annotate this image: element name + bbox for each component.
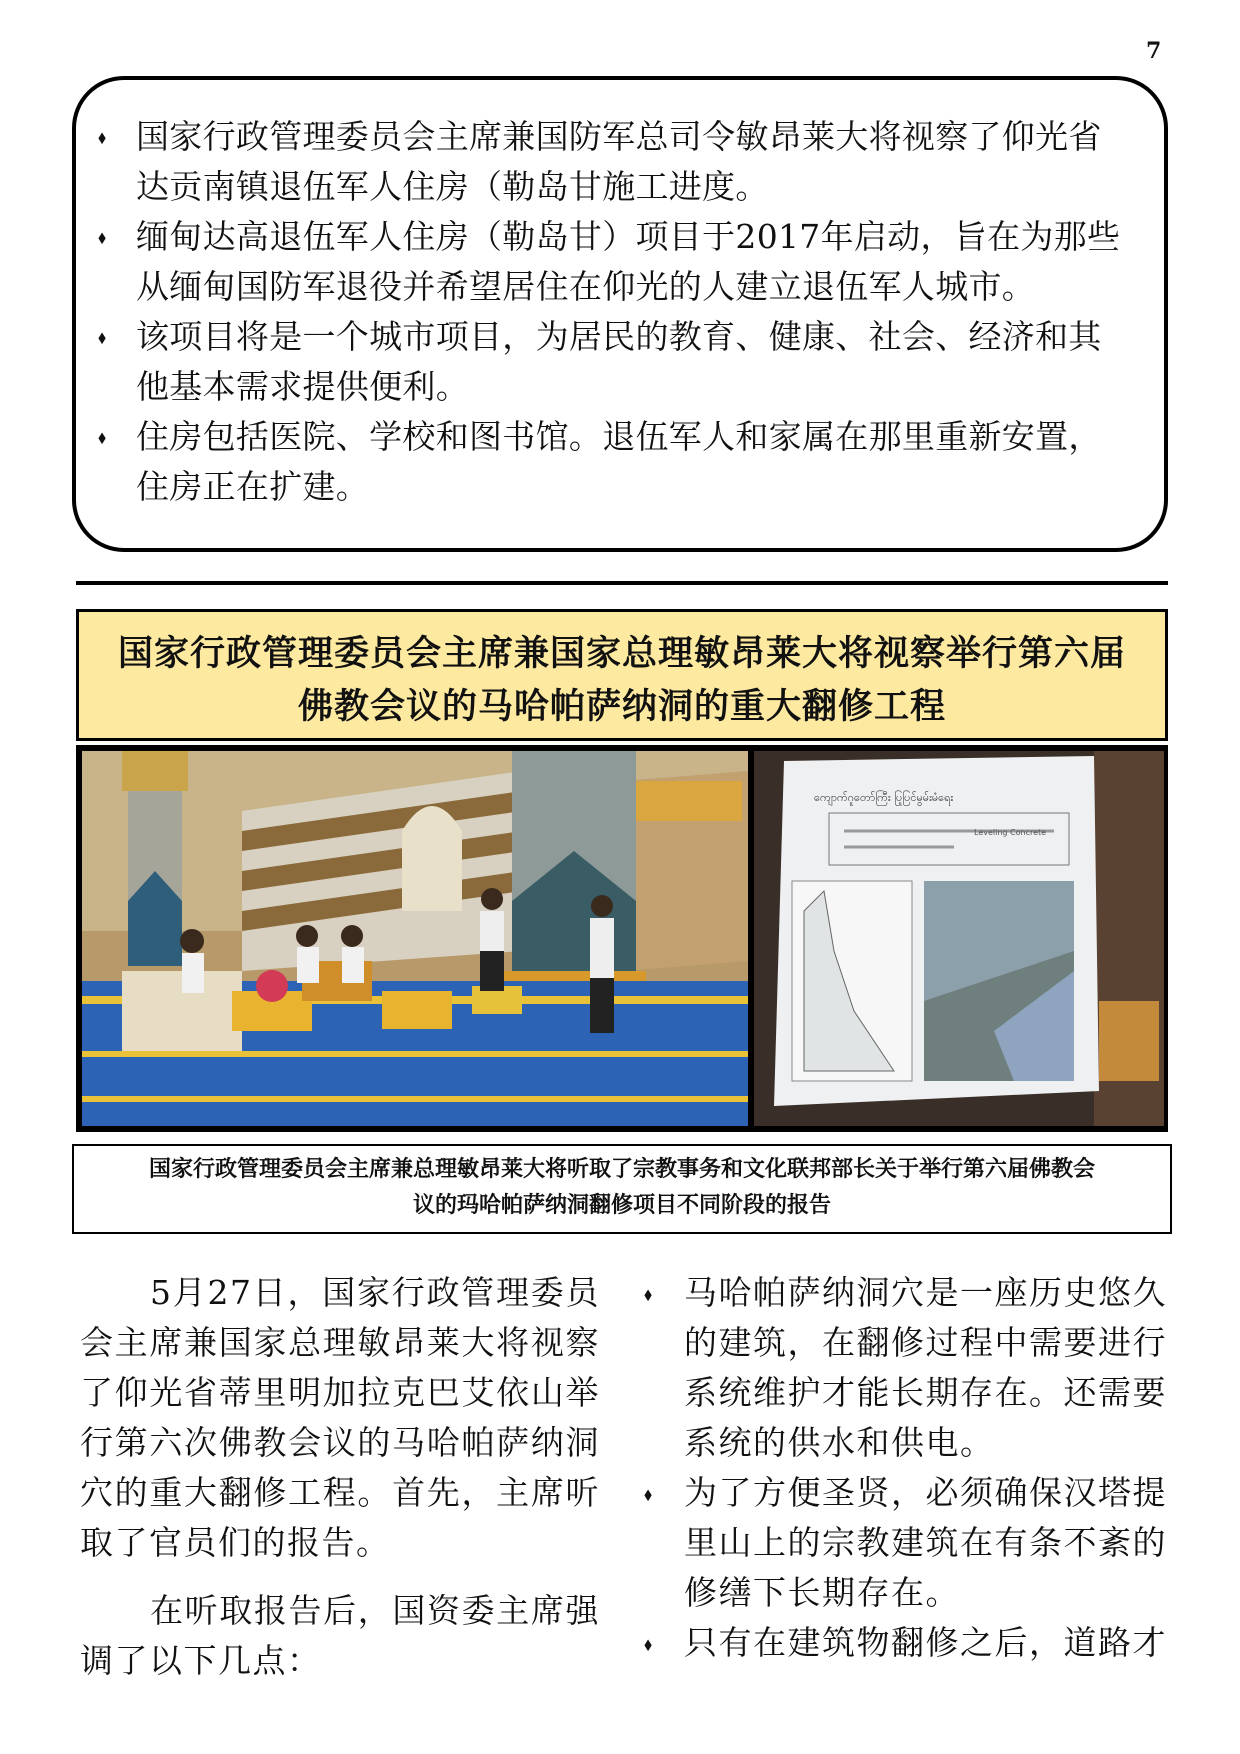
headline-line-2: 佛教会议的马哈帕萨纳洞的重大翻修工程: [297, 687, 946, 727]
bullet-icon: ⬧: [644, 1284, 654, 1305]
summary-text: 国家行政管理委员会主席兼国防军总司令敏昂莱大将视察了仰光省达贡南镇退伍军人住房（勒岛甘施工进度。: [136, 117, 1102, 206]
caption-line-1: 国家行政管理委员会主席兼总理敏昂莱大将听取了宗教事务和文化联邦部长关于举行第六届佛教会: [148, 1157, 1095, 1182]
body-paragraph: 在听取报告后，国资委主席强调了以下几点：: [80, 1591, 600, 1680]
summary-box: [72, 76, 1168, 552]
summary-text: 住房包括医院、学校和图书馆。退伍军人和家属在那里重新安置，住房正在扩建。: [136, 417, 1102, 506]
meeting-hall-photo: [82, 751, 748, 1126]
summary-item: [98, 412, 1124, 512]
point-text: 为了方便圣贤，必须确保汉塔提里山上的宗教建筑在有条不紊的修缮下长期存在。: [684, 1473, 1167, 1612]
page-number: 7: [1146, 38, 1162, 64]
summary-item: [98, 212, 1124, 312]
point-item: [644, 1268, 1172, 1468]
bullet-icon: ⬧: [98, 327, 107, 348]
projection-screen-photo: [754, 751, 1164, 1126]
bullet-icon: ⬧: [644, 1484, 654, 1505]
body-left-column: [80, 1268, 600, 1704]
caption-line-2: 议的玛哈帕萨纳洞翻修项目不同阶段的报告: [412, 1193, 831, 1218]
point-text: 马哈帕萨纳洞穴是一座历史悠久的建筑，在翻修过程中需要进行系统维护才能长期存在。还需要系统的供水和供电。: [684, 1273, 1167, 1462]
summary-item: [98, 312, 1124, 412]
points-list: [644, 1268, 1172, 1668]
bullet-icon: ⬧: [98, 427, 107, 448]
photo-caption: [72, 1144, 1172, 1234]
summary-item: [98, 112, 1124, 212]
bullet-icon: ⬧: [98, 227, 107, 248]
point-item: [644, 1468, 1172, 1618]
headline-line-1: 国家行政管理委员会主席兼国家总理敏昂莱大将视察举行第六届: [117, 634, 1126, 674]
bullet-icon: ⬧: [98, 127, 107, 148]
photo-strip: [76, 745, 1168, 1132]
summary-text: 该项目将是一个城市项目，为居民的教育、健康、社会、经济和其他基本需求提供便利。: [136, 317, 1102, 406]
body-right-column: [644, 1268, 1172, 1668]
summary-text: 缅甸达高退伍军人住房（勒岛甘）项目于2017年启动，旨在为那些从缅甸国防军退役并希望居住在仰光的人建立退伍军人城市。: [136, 217, 1121, 306]
point-item: [644, 1618, 1172, 1668]
body-paragraph: 5月27日，国家行政管理委员会主席兼国家总理敏昂莱大将视察了仰光省蒂里明加拉克巴艾依山举行第六次佛教会议的马哈帕萨纳洞穴的重大翻修工程。首先，主席听取了官员们的报告。: [80, 1273, 600, 1562]
point-text: 只有在建筑物翻修之后，道路才: [684, 1623, 1167, 1662]
screen-subtext: Leveling Concrete: [974, 828, 1047, 837]
bullet-icon: ⬧: [644, 1634, 654, 1655]
article-headline: [76, 609, 1168, 741]
section-divider: [76, 581, 1168, 585]
summary-list: [76, 80, 1164, 512]
screen-heading: ကျောက်ဂူတော်ကြီး ပြုပြင်မွမ်းမံရေး: [814, 791, 954, 804]
